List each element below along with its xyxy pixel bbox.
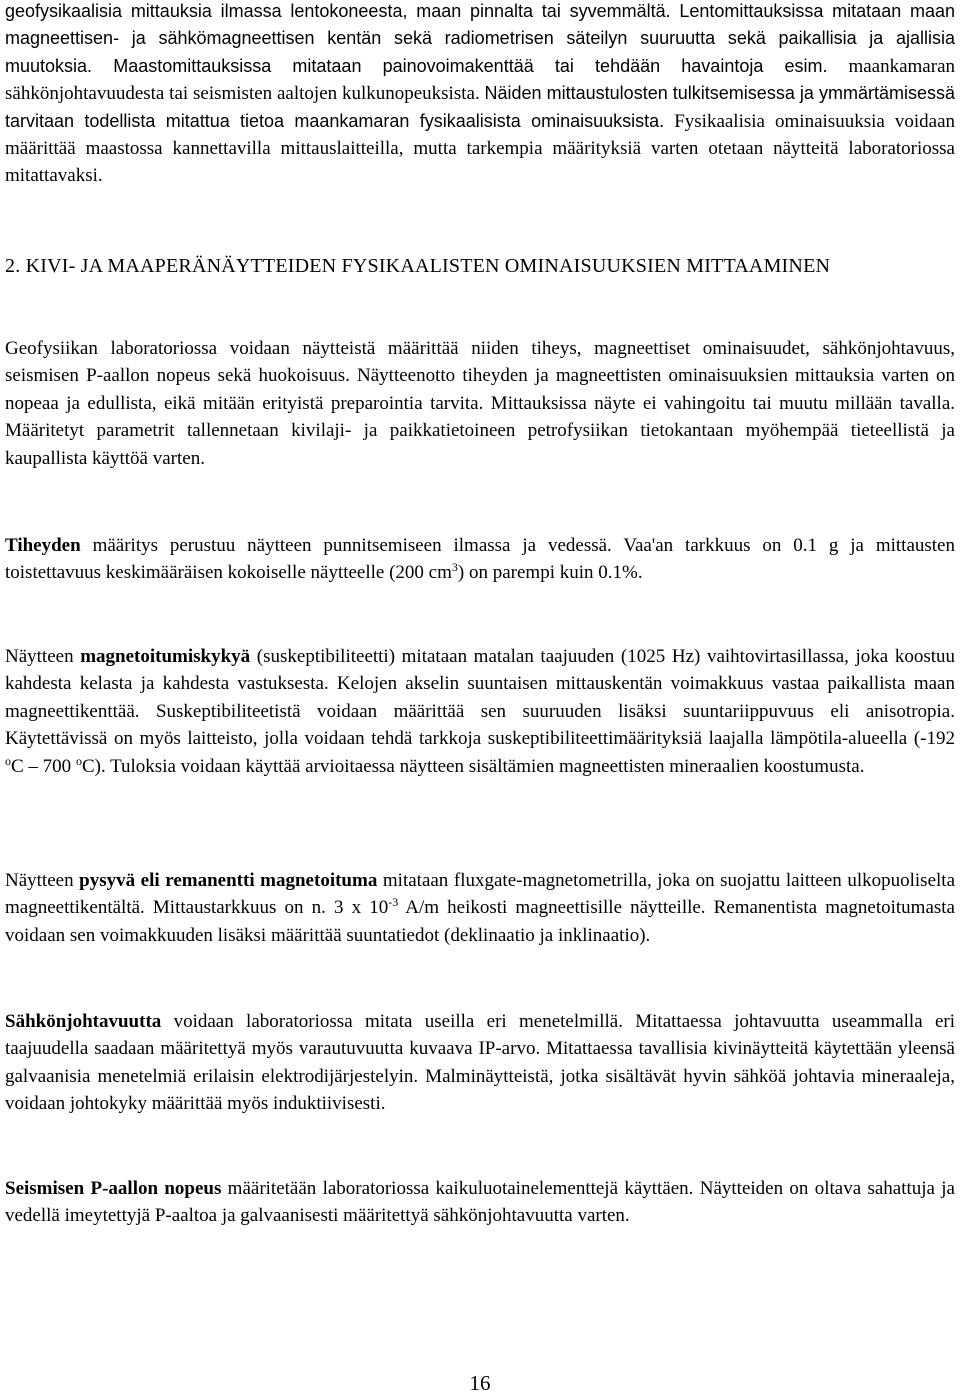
paragraph-density-text-a: määritys perustuu näytteen punnitsemiseen ilmassa ja vedessä. Vaa'an tarkkuus on 0.1 g ja mittausten toistettavuus keskimääräisen kokoiselle näytteelle (200 cm bbox=[5, 535, 955, 584]
term-density: Tiheyden bbox=[5, 535, 81, 556]
intro-text-sans-a: geofysikaalisia mittauksia ilmassa lentokoneesta, maan pinnalta tai syvemmältä. Lentomittauksissa mitataan maan magneettisen- ja sähkömagneettisen kentän sekä radiometrisen säteilyn suuruutta sekä paikallisia ja ajallisia muutoksia. Maastomittauksissa mitataan painovoimakenttää tai tehdään havaintoja esim. bbox=[5, 1, 955, 76]
paragraph-conductivity bbox=[5, 1008, 955, 1118]
paragraph-density-text-b: ) on parempi kuin 0.1%. bbox=[457, 562, 643, 584]
intro-paragraph bbox=[5, 0, 955, 190]
paragraph-susceptibility-text-b: (suskeptibiliteetti) mitataan matalan taajuuden (1025 Hz) vaihtovirtasillassa, joka koostuu kahdesta kelasta ja kahdesta vastuksesta. Kelojen akselin suuntaisen mittauskentän voimakkuus vastaa paikallista maan magneettikenttää. Suskeptibiliteetistä voidaan määrittää sen suuruuden lisäksi suuntariippuvuus eli anisotropia. Käytettävissä on myös laitteisto, jolla voidaan tehdä tarkkoja suskeptibiliteettimäärityksiä laajalla lämpötila-alueella (-192 bbox=[5, 646, 956, 750]
superscript-exponent: -3 bbox=[388, 895, 399, 910]
term-susceptibility: magnetoitumiskykyä bbox=[80, 646, 251, 667]
page-number: 16 bbox=[469, 1371, 491, 1395]
paragraph-remanence-text-a: Näytteen bbox=[5, 870, 80, 891]
paragraph-p-wave bbox=[5, 1175, 955, 1230]
superscript-cubic: 3 bbox=[451, 560, 458, 575]
term-p-wave: Seismisen P-aallon nopeus bbox=[5, 1178, 222, 1199]
paragraph-susceptibility-text-d: C). Tuloksia voidaan käyttää arvioitaessa näytteen sisältämien magneettisten mineraalien koostumusta. bbox=[81, 755, 865, 777]
paragraph-remanence-text-b: mitataan fluxgate-magnetometrilla, joka on suojattu laitteen ulkopuoliselta magneettikentältä. Mittaustarkkuus on n. 3 x 10 bbox=[5, 870, 956, 919]
paragraph-susceptibility-text-c: C – 700 bbox=[11, 755, 76, 777]
term-remanence: pysyvä eli remanentti magnetoituma bbox=[79, 870, 378, 891]
paragraph-laboratory-text: Geofysiikan laboratoriossa voidaan näytteistä määrittää niiden tiheys, magneettiset ominaisuudet, sähkönjohtavuus, seismisen P-aallon nopeus sekä huokoisuus. Näytteenotto tiheyden ja magneettisten ominaisuuksien mittauksia varten on nopeaa ja edullista, eikä mitään erityistä preparointia tarvita. Mittauksissa näyte ei vahingoitu tai muutu millään tavalla. Määritetyt parametrit tallennetaan kivilaji- ja paikkatietoineen petrofysiikan tietokantaan myöhempää tieteellistä ja kaupallista käyttöä varten. bbox=[5, 338, 955, 469]
paragraph-density bbox=[5, 532, 955, 587]
paragraph-susceptibility bbox=[5, 643, 955, 780]
intro-text-sans-b: Näiden mittaustulosten tulkitsemisessa ja ymmärtämisessä tarvitaan todellista mitattua tietoa maankamaran fysikaalisista ominaisuuksista. bbox=[5, 83, 956, 131]
paragraph-laboratory bbox=[5, 335, 955, 472]
superscript-degree-2: o bbox=[75, 753, 82, 768]
paragraph-p-wave-text: määritetään laboratoriossa kaikuluotainelementtejä käyttäen. Näytteiden on oltava sahattuja ja vedellä imeytettyjä P-aaltoa ja galvaanisesti määritettyä sähkönjohtavuutta varten. bbox=[5, 1178, 955, 1227]
intro-text-serif-a: maankamaran sähkönjohtavuudesta tai seismisten aaltojen kulkunopeuksista. bbox=[5, 55, 956, 105]
paragraph-susceptibility-text-a: Näytteen bbox=[5, 646, 81, 667]
superscript-degree-1: o bbox=[5, 753, 11, 768]
paragraph-conductivity-text: voidaan laboratoriossa mitata useilla eri menetelmillä. Mitattaessa johtavuutta useammalla eri taajuudella saadaan määritettyä myös varautuvuutta kuvaava IP-arvo. Mitattaessa tavallisia kivinäytteitä käytettään yleensä galvaanisia menetelmiä erilaisin elektrodijärjestelyin. Malminäytteistä, jotka sisältävät hyvin sähköä johtavia mineraaleja, voidaan johtokyky määrittää myös induktiivisesti. bbox=[5, 1011, 955, 1115]
term-conductivity: Sähkönjohtavuutta bbox=[5, 1011, 162, 1032]
paragraph-remanence-text-c: A/m heikosti magneettisille näytteille. Remanentista magnetoitumasta voidaan sen voimakkuuden lisäksi määrittää suuntatiedot (deklinaatio ja inklinaatio). bbox=[5, 897, 955, 946]
section-heading: 2. KIVI- JA MAAPERÄNÄYTTEIDEN FYSIKAALISTEN OMINAISUUKSIEN MITTAAMINEN bbox=[5, 255, 831, 277]
intro-text-serif-b: Fysikaalisia ominaisuuksia voidaan määrittää maastossa kannettavilla mittauslaitteilla, mutta tarkempia määrityksiä varten otetaan näytteitä laboratoriossa mitattavaksi. bbox=[5, 110, 956, 187]
paragraph-remanence bbox=[5, 867, 955, 949]
